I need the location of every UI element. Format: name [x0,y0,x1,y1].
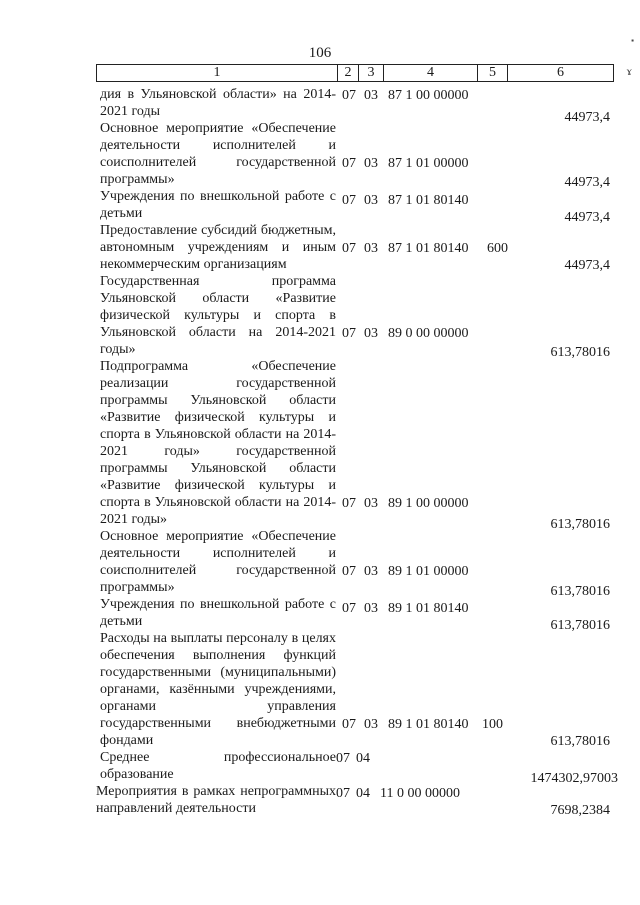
row-subsection: 03 [364,326,378,341]
row-section: 07 [342,156,356,171]
row-subsection: 03 [364,88,378,103]
row-amount: 613,78016 [550,618,610,633]
row-description: Предоставление субсидий бюджетным, автономным учреждениям и иным некоммерческим организациям [100,223,336,272]
table-row [0,564,640,630]
row-target-article: 89 1 00 00000 [388,496,469,511]
header-col-3: 3 [358,64,384,82]
row-target-article: 89 1 01 80140 [388,601,469,616]
table-body [0,86,640,834]
row-subsection: 04 [356,786,370,801]
row-target-article: 89 0 00 00000 [388,326,469,341]
table-row [0,326,640,528]
row-subsection: 03 [364,717,378,732]
header-col-1: 1 [96,64,338,82]
row-section: 07 [342,241,356,256]
header-col-5: 5 [477,64,508,82]
row-description: Подпрограмма «Обеспечение реализации государственной программы Ульяновской области «Развитие физической культуры и спорта в Ульяновской области на 2014-2021 годы» государственной программы Ульяновской области «Развитие физической культуры и спорта в Ульяновской области на 2014-2021 годы» [100,359,336,527]
row-section: 07 [342,88,356,103]
row-target-article: 11 0 00 00000 [380,786,460,801]
row-section: 07 [336,751,350,766]
row-amount: 44973,4 [564,110,610,125]
row-section: 07 [342,717,356,732]
table-row [0,156,640,222]
row-section: 07 [342,496,356,511]
row-subsection: 03 [364,156,378,171]
row-description: Мероприятия в рамках непрограммных направлений деятельности [96,784,336,816]
row-amount: 1474302,97003 [530,771,618,786]
table-row [0,86,640,120]
row-target-article: 87 1 01 80140 [388,241,469,256]
header-col-6: 6 [507,64,614,82]
row-description: дия в Ульяновской области» на 2014-2021 годы [100,87,336,119]
row-description: Среднее профессиональное образование [100,750,336,782]
row-description: Основное мероприятие «Обеспечение деятельности исполнителей и соисполнителей государственной программы» [100,529,336,595]
row-description: Учреждения по внешкольной работе с детьми [100,189,336,221]
row-section: 07 [342,601,356,616]
row-section: 07 [336,786,350,801]
table-row [0,496,640,596]
row-amount: 613,78016 [550,345,610,360]
row-section: 07 [342,564,356,579]
row-section: 07 [342,193,356,208]
row-target-article: 87 1 01 80140 [388,193,469,208]
row-description: Расходы на выплаты персоналу в целях обеспечения выполнения функций государственными (муниципальными) органами, казёнными учреждениями, органами управления государственными внебюджетными фондами [100,631,336,748]
row-amount: 7698,2384 [550,803,610,818]
row-amount: 44973,4 [564,175,610,190]
row-target-article: 89 1 01 80140 [388,717,469,732]
margin-mark: ɤ [626,64,632,78]
row-subsection: 03 [364,241,378,256]
header-col-2: 2 [337,64,359,82]
row-section: 07 [342,326,356,341]
page-number: 106 [308,45,332,61]
row-target-article: 89 1 01 00000 [388,564,469,579]
row-subsection: 03 [364,193,378,208]
margin-mark-dot: ▪ [631,36,634,45]
row-target-article: 87 1 01 00000 [388,156,469,171]
row-subsection: 03 [364,496,378,511]
row-amount: 613,78016 [550,517,610,532]
row-expense-type: 100 [482,717,503,732]
table-header [96,64,614,84]
row-subsection: 04 [356,751,370,766]
row-expense-type: 600 [487,241,508,256]
row-subsection: 03 [364,601,378,616]
row-amount: 613,78016 [550,734,610,749]
row-target-article: 87 1 00 00000 [388,88,469,103]
row-amount: 44973,4 [564,258,610,273]
row-description: Основное мероприятие «Обеспечение деятельности исполнителей и соисполнителей государственной программы» [100,121,336,187]
header-col-4: 4 [383,64,478,82]
row-description: Государственная программа Ульяновской области «Развитие физической культуры и спорта в Ульяновской области на 2014-2021 годы» [100,274,336,357]
row-amount: 613,78016 [550,584,610,599]
row-subsection: 03 [364,564,378,579]
row-amount: 44973,4 [564,210,610,225]
row-description: Учреждения по внешкольной работе с детьми [100,597,336,629]
